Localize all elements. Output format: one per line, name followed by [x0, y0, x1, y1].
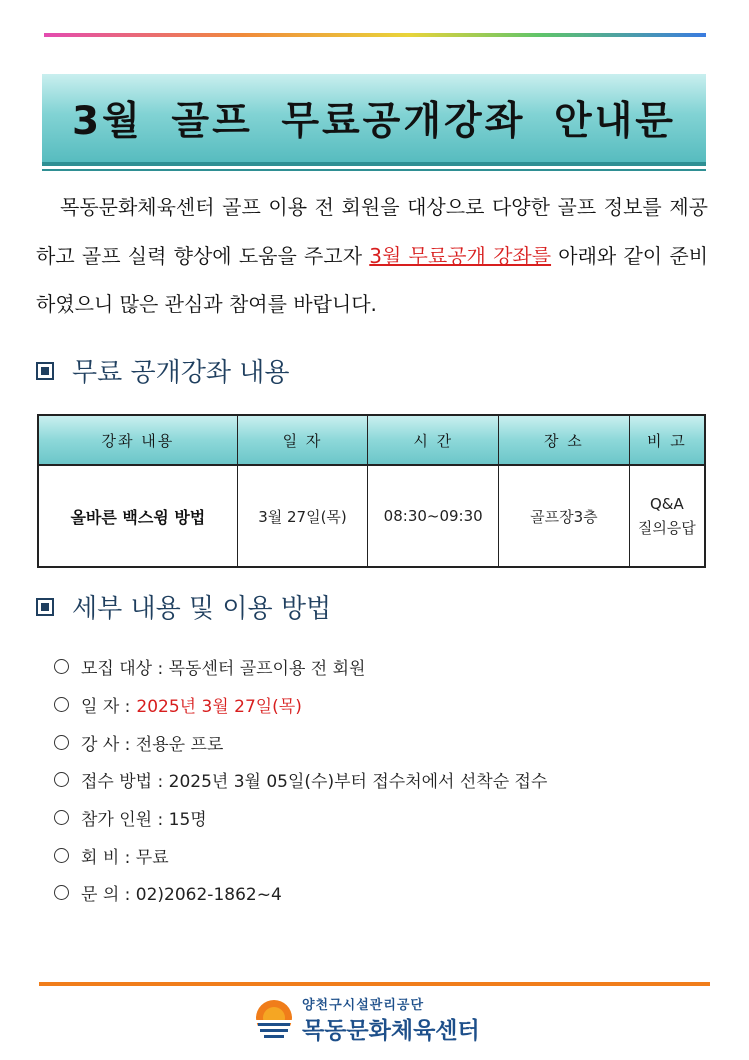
footer-org: 양천구시설관리공단 [302, 998, 425, 1013]
circle-bullet-icon [54, 772, 69, 787]
course-cell: 올바른 백스윙 방법 [38, 465, 237, 567]
section-heading-text: 무료 공개강좌 내용 [72, 358, 290, 388]
detail-list [52, 648, 547, 912]
place-cell: 골프장3층 [499, 465, 630, 567]
list-item [52, 761, 547, 799]
table-header: 비 고 [629, 415, 705, 465]
circle-bullet-icon [54, 697, 69, 712]
list-item [52, 686, 547, 724]
table-header: 시 간 [368, 415, 499, 465]
circle-bullet-icon [54, 659, 69, 674]
intro-paragraph [36, 183, 708, 329]
square-bullet-icon [36, 598, 54, 616]
table-header-row [38, 415, 705, 465]
footer-rule [39, 982, 710, 986]
circle-bullet-icon [54, 848, 69, 863]
intro-highlight: 3월 무료공개 강좌를 [369, 243, 552, 268]
list-item [52, 874, 547, 912]
top-rainbow-rule [44, 33, 706, 37]
square-bullet-icon [36, 362, 54, 380]
list-item [52, 648, 547, 686]
detail-text: 강 사 : 전용운 프로 [81, 734, 224, 755]
date-cell: 3월 27일(목) [237, 465, 368, 567]
detail-text: 모집 대상 : 목동센터 골프이용 전 회원 [81, 659, 366, 680]
detail-text: 접수 방법 : 2025년 3월 05일(수)부터 접수처에서 선착순 접수 [81, 772, 548, 793]
circle-bullet-icon [54, 885, 69, 900]
intro-text-after: 아래와 같이 준비 하였으니 많은 관심과 참여를 바랍니다. [36, 243, 709, 316]
course-table [37, 414, 706, 568]
intro-text-before: 목동문화체육센터 골프 이용 전 회원을 대상으로 다양한 골프 정보를 제공하고 골프 실력 향상에 도움을 주고자 [36, 195, 708, 268]
detail-text: 문 의 : 02)2062-1862~4 [81, 885, 282, 906]
table-header: 강좌 내용 [38, 415, 237, 465]
table-header: 일 자 [237, 415, 368, 465]
detail-text: 참가 인원 : 15명 [81, 810, 207, 831]
footer-name: 목동문화체육센터 [302, 1018, 480, 1044]
detail-highlight: 2025년 3월 27일(목) [136, 697, 302, 718]
section-heading-course [36, 352, 289, 389]
circle-bullet-icon [54, 810, 69, 825]
time-cell: 08:30~09:30 [368, 465, 499, 567]
table-header: 장 소 [499, 415, 630, 465]
list-item [52, 799, 547, 837]
note-cell [629, 465, 705, 567]
table-row [38, 465, 705, 567]
detail-text: 회 비 : 무료 [81, 847, 169, 868]
title-banner [42, 74, 706, 166]
note-line: 질의응답 [637, 518, 696, 537]
note-line: Q&A [649, 494, 684, 513]
list-item [52, 723, 547, 761]
list-item [52, 836, 547, 874]
footer-logo [252, 994, 480, 1045]
section-heading-text: 세부 내용 및 이용 방법 [72, 594, 332, 624]
circle-bullet-icon [54, 735, 69, 750]
detail-text: 일 자 : [81, 697, 131, 718]
page-title: 3월 골프 무료공개강좌 안내문 [72, 99, 676, 144]
section-heading-details [36, 588, 331, 625]
sun-logo-icon [252, 998, 296, 1042]
